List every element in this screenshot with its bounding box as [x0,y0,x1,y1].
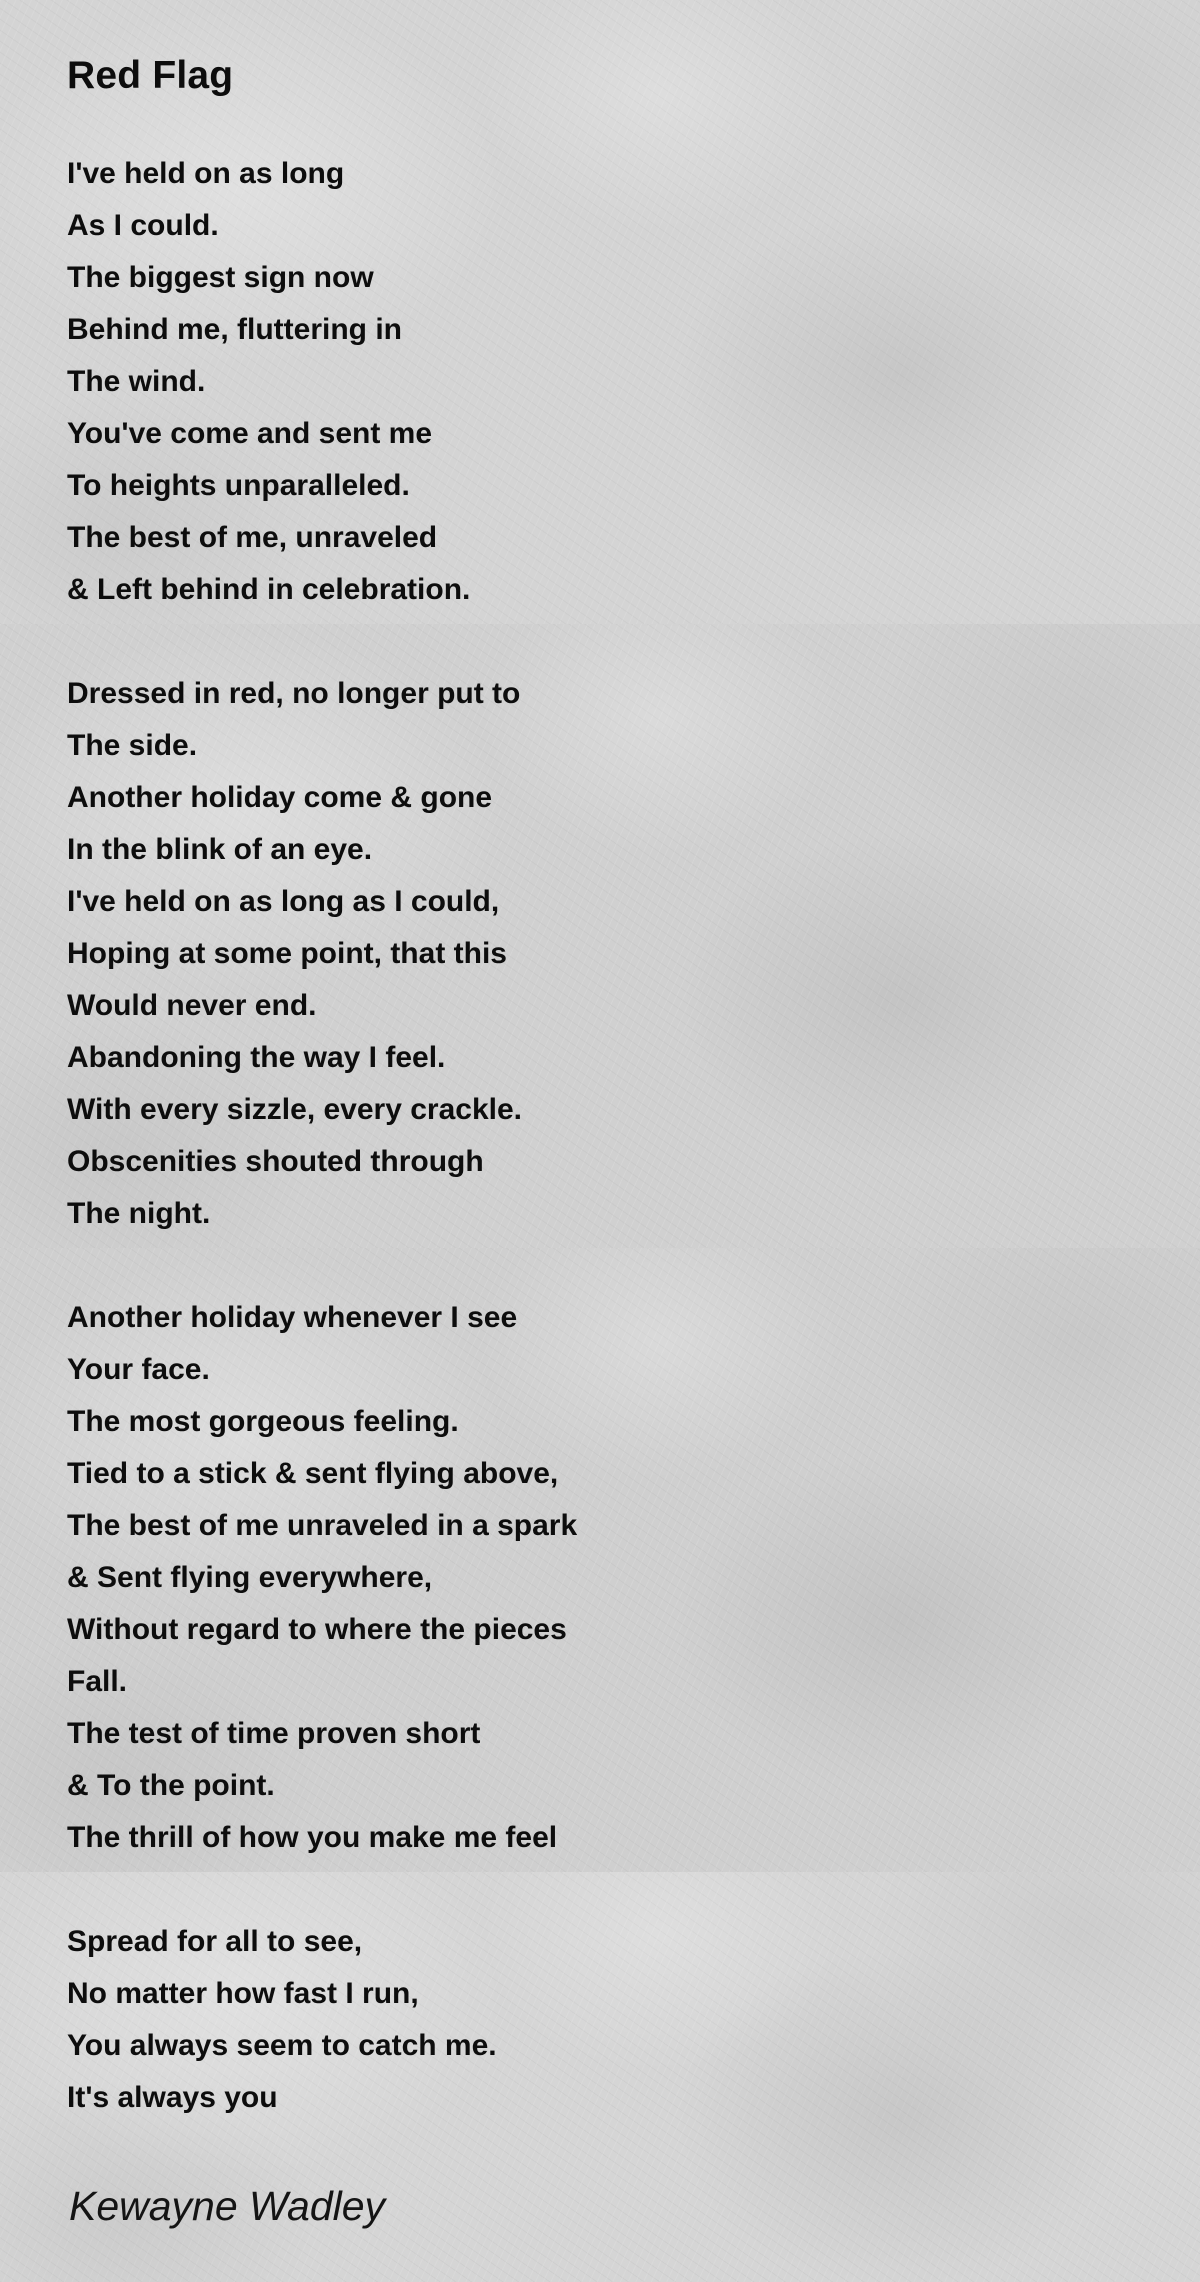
poem-line: Without regard to where the pieces [67,1613,567,1646]
poem-line: The best of me, unraveled [67,521,438,554]
poem-line: & Sent flying everywhere, [67,1561,433,1594]
poem-line: I've held on as long [67,157,345,190]
poem-line: Obscenities shouted through [67,1145,484,1178]
poem-line: Another holiday whenever I see [67,1301,518,1334]
poem-line: No matter how fast I run, [67,1977,419,2010]
poem-line: Behind me, fluttering in [67,313,402,346]
poem-line: The biggest sign now [67,261,374,294]
poem-line: Your face. [67,1353,210,1386]
poem-line: & To the point. [67,1769,275,1802]
poem-line: In the blink of an eye. [67,833,373,866]
poem-line: Spread for all to see, [67,1925,363,1958]
poem-line: You've come and sent me [67,417,433,450]
poem-line: You always seem to catch me. [67,2029,497,2062]
poem-line: Tied to a stick & sent flying above, [67,1457,559,1490]
poem-line: With every sizzle, every crackle. [67,1093,523,1126]
stanza-2 [67,668,522,1240]
poem-line: Would never end. [67,989,317,1022]
poem-author: Kewayne Wadley [69,2183,386,2229]
poem-line: To heights unparalleled. [67,469,410,502]
poem-line: Dressed in red, no longer put to [67,677,521,710]
poem-line: Abandoning the way I feel. [67,1041,446,1074]
poem-line: Another holiday come & gone [67,781,493,814]
poem-line: It's always you [67,2081,278,2114]
poem-line: & Left behind in celebration. [67,573,471,606]
stanza-3 [67,1292,577,1864]
poem-line: Hoping at some point, that this [67,937,507,970]
stanza-4 [67,1916,497,2124]
poem-line: The wind. [67,365,206,398]
poem-line: The thrill of how you make me feel [67,1821,558,1854]
poem-line: I've held on as long as I could, [67,885,500,918]
poem-line: Fall. [67,1665,128,1698]
poem-line: The most gorgeous feeling. [67,1405,459,1438]
poem-line: The night. [67,1197,211,1230]
poem-line: The best of me unraveled in a spark [67,1509,578,1542]
poem-title: Red Flag [67,54,234,97]
poem-line: The side. [67,729,198,762]
poem-line: As I could. [67,209,219,242]
poem-line: The test of time proven short [67,1717,481,1750]
stanza-1 [67,148,470,616]
